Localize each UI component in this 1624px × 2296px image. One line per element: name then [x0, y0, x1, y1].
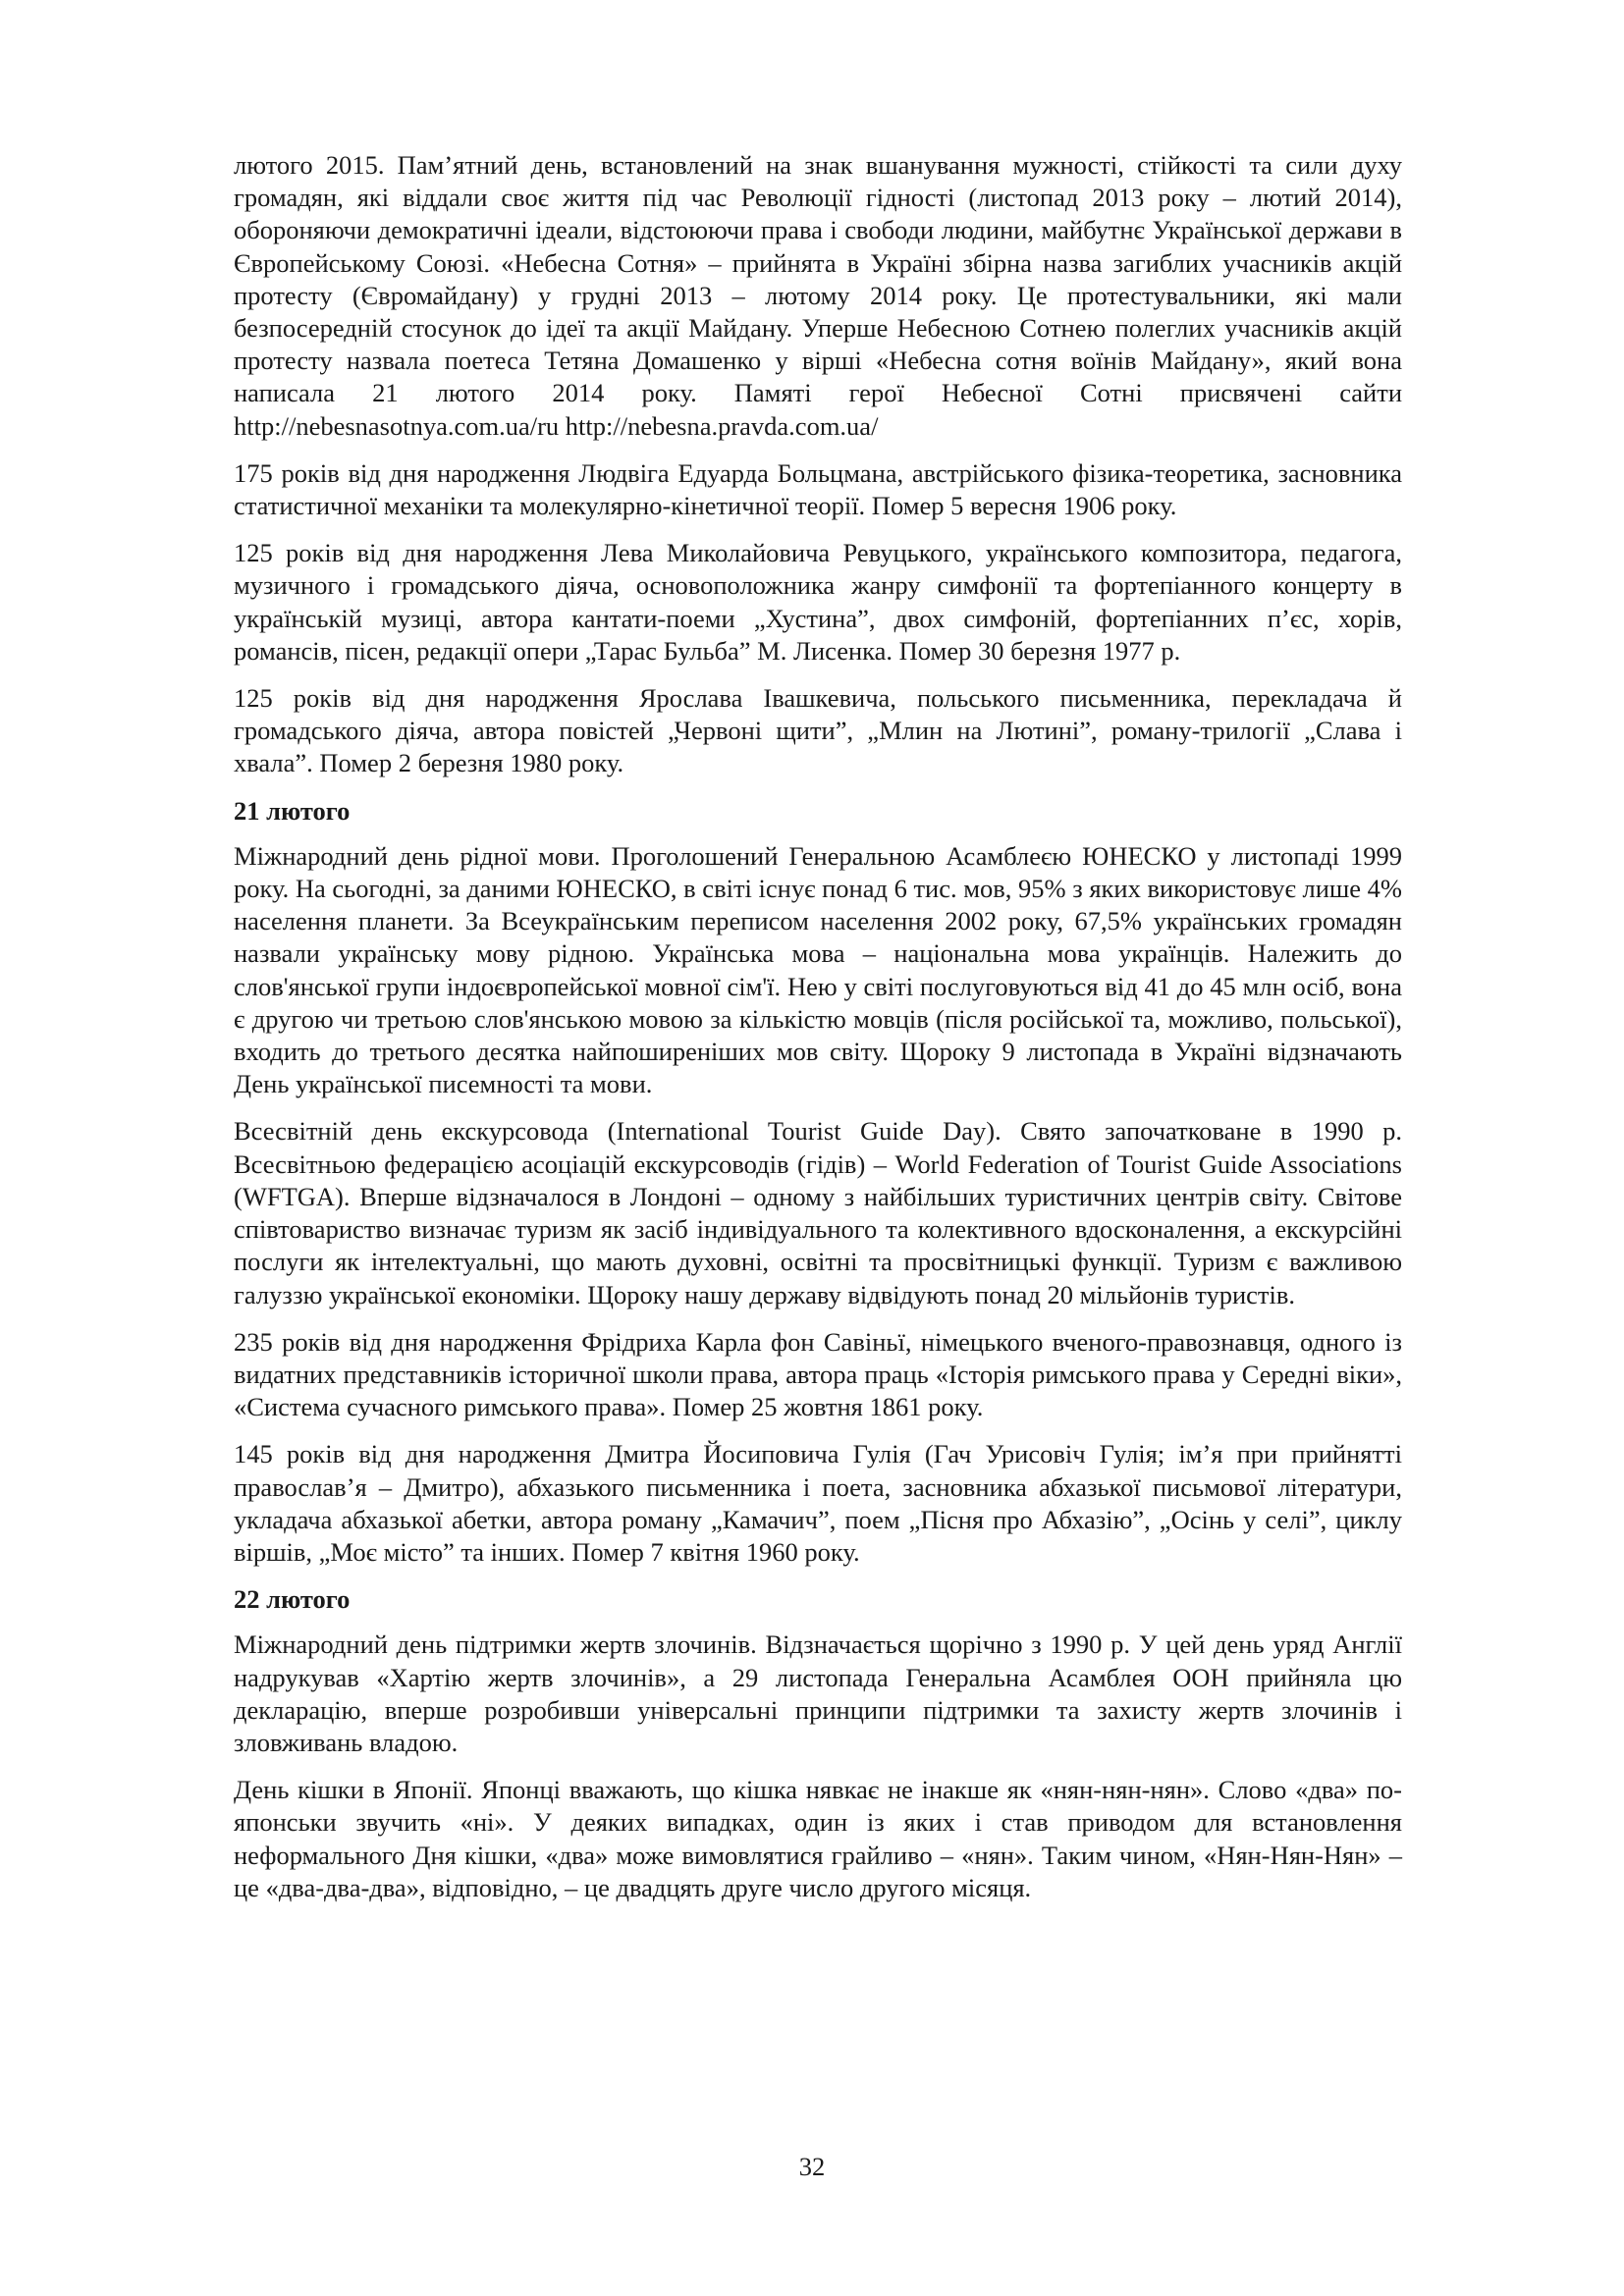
paragraph-cat-day-japan: День кішки в Японії. Японці вважають, що кішка нявкає не інакше як «нян-нян-нян». Слово «два» по-японськи звучить «ні». У деяких випадках, один із яких і став приводом для встановлення неформального Дня кішки, «два» може вимовлятися грайливо – «нян». Таким чином, «Нян-Нян-Нян» – це «два-два-два», відповідно, – це двадцять друге число другого місяця.: [234, 1775, 1402, 1902]
date-heading-21-february: 21 лютого: [234, 795, 351, 826]
paragraph-boltzmann: 175 років від дня народження Людвіга Едуарда Больцмана, австрійського фізика-теоретика, засновника статистичної механіки та молекулярно-кінетичної теорії. Помер 5 вересня 1906 року.: [234, 457, 1402, 521]
paragraph-native-language-day: Міжнародний день рідної мови. Проголошений Генеральною Асамблеєю ЮНЕСКО у листопаді 1999 року. На сьогодні, за даними ЮНЕСКО, в світі існує понад 6 тис. мов, 95% з яких використовує лише 4% населення планети. За Всеукраїнським переписом населення 2002 року, 67,5% українських громадян назвали українську мову рідною. Українська мова – національна мова українців. Належить до слов'янської групи індоєвропейської мовної сім'ї. Нею у світі послуговуються від 41 до 45 млн осіб, вона є другою чи третьою слов'янською мовою за кількістю мовців (після російської та, можливо, польської), входить до третього десятка найпоширеніших мов світу. Щороку 9 листопада в Україні відзначають День української писемності та мови.: [234, 840, 1402, 1099]
paragraph-revutsky: 125 років від дня народження Лева Миколайовича Ревуцького, українського композитора, педагога, музичного і громадського діяча, основоположника жанру симфонії та фортепіанного концерту в українській музиці, автора кантати-поеми „Хустина”, двох симфоній, фортепіанних п’єс, хорів, романсів, пісен, редакції опери „Тарас Бульба” М. Лисенка. Помер 30 березня 1977 р.: [234, 538, 1402, 666]
page-number: 32: [798, 2152, 826, 2181]
paragraph-heavenly-hundred: лютого 2015. Пам’ятний день, встановлений на знак вшанування мужності, стійкості та сили духу громадян, які віддали своє життя під час Революції гідності (листопад 2013 року – лютий 2014), обороняючи демократичні ідеали, відстоюючи права і свободи людини, майбутнє Української держави в Європейському Союзі. «Небесна Сотня» – прийнята в Україні збірна назва загиблих учасників акцій протесту (Євромайдану) у грудні 2013 – лютому 2014 року. Це протестувальники, які мали безпосередній стосунок до ідеї та акції Майдану. Уперше Небесною Сотнею полеглих учасників акцій протесту назвала поетеса Тетяна Домашенко у вірші «Небесна сотня воїнів Майдану», який вона написала 21 лютого 2014 року. Памяті герої Небесної Сотні присвячені сайти http://nebesnasotnya.com.ua/ru http://nebesna.pravda.com.ua/: [234, 150, 1402, 441]
date-heading-22-february: 22 лютого: [234, 1584, 351, 1615]
document-page: [234, 149, 1402, 1919]
paragraph-crime-victims-day: Міжнародний день підтримки жертв злочинів. Відзначається щорічно з 1990 р. У цей день уряд Англії надрукував «Хартію жертв злочинів», а 29 листопада Генеральна Асамблея ООН прийняла цю декларацію, вперше розробивши універсальні принципи підтримки та захисту жертв злочинів і зловживань владою.: [234, 1629, 1402, 1757]
paragraph-iwaszkiewicz: 125 років від дня народження Ярослава Івашкевича, польського письменника, перекладача й громадського діяча, автора повістей „Червоні щити”, „Млин на Лютині”, роману-трилогії „Слава і хвала”. Помер 2 березня 1980 року.: [234, 683, 1402, 778]
paragraph-tourist-guide-day: Всесвітній день екскурсовода (International Tourist Guide Day). Свято започатковане в 1990 р. Всесвітньою федерацією асоціацій екскурсоводів (гідів) – World Federation of Tourist Guide Associations (WFTGA). Вперше відзначалося в Лондоні – одному з найбільших туристичних центрів світу. Світове співтовариство визначає туризм як засіб індивідуального та колективного вдосконалення, а екскурсійні послуги як інтелектуальні, що мають духовні, освітні та просвітницькі функції. Туризм є важливою галуззю української економіки. Щороку нашу державу відвідують понад 20 мільйонів туристів.: [234, 1116, 1402, 1309]
paragraph-savigny: 235 років від дня народження Фрідриха Карла фон Савіньї, німецького вченого-правознавця, одного із видатних представників історичної школи права, автора праць «Історія римського права у Середні віки», «Система сучасного римського права». Помер 25 жовтня 1861 року.: [234, 1326, 1402, 1422]
paragraph-gulia: 145 років від дня народження Дмитра Йосиповича Гулія (Гач Урисовіч Гулія; ім’я при прийнятті православ’я – Дмитро), абхазького письменника і поета, засновника абхазької письмової літератури, укладача абхазької абетки, автора роману „Камачич”, поем „Пісня про Абхазію”, „Осінь у селі”, циклу віршів, „Моє місто” та інших. Помер 7 квітня 1960 року.: [234, 1439, 1402, 1567]
